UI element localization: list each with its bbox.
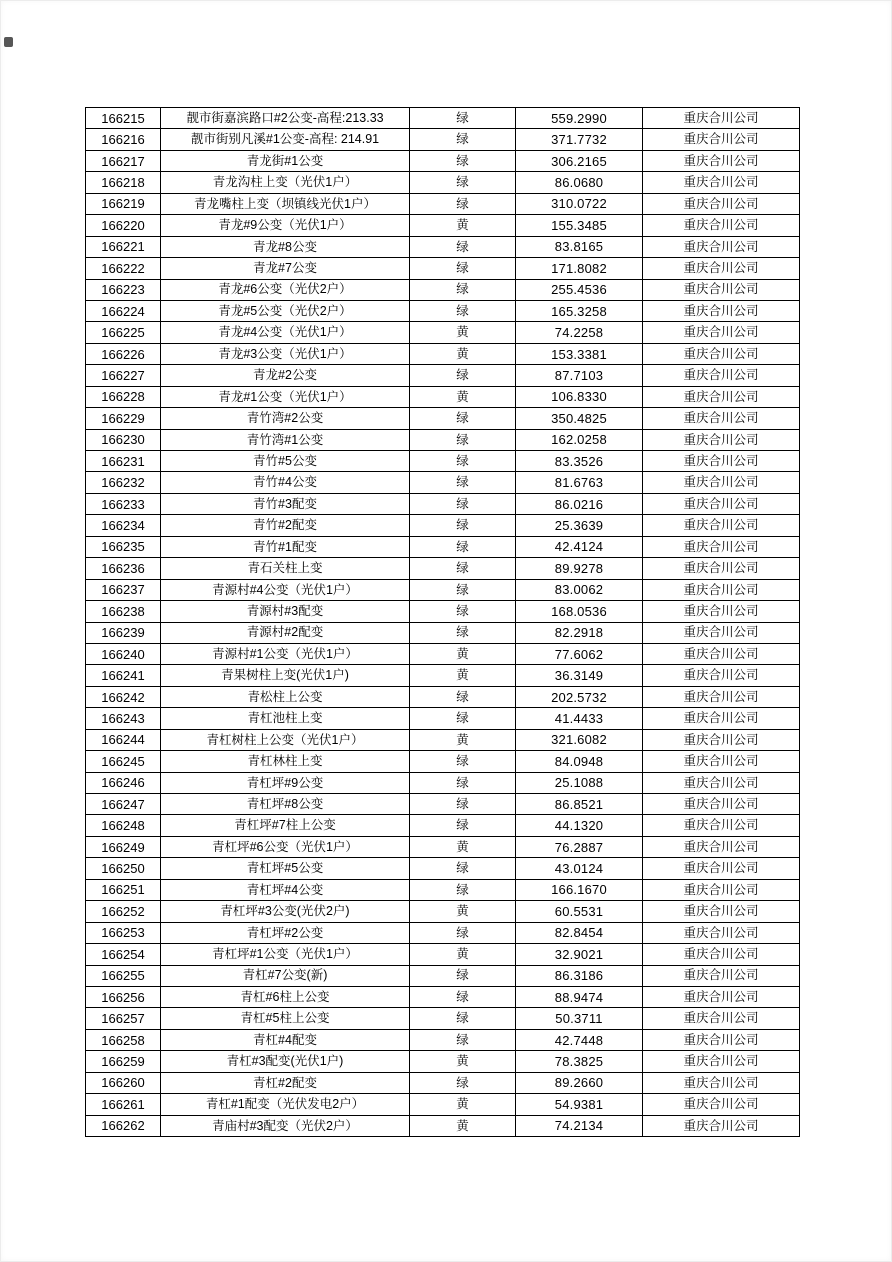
cell-company: 重庆合川公司 bbox=[643, 622, 800, 643]
cell-name: 青龙嘴柱上变（坝镇线光伏1户） bbox=[161, 193, 410, 214]
cell-status: 绿 bbox=[410, 451, 516, 472]
cell-company: 重庆合川公司 bbox=[643, 1094, 800, 1115]
cell-status: 绿 bbox=[410, 794, 516, 815]
cell-id: 166226 bbox=[86, 343, 161, 364]
cell-value: 83.0062 bbox=[516, 579, 643, 600]
cell-name: 青龙#5公变（光伏2户） bbox=[161, 300, 410, 321]
table-row bbox=[86, 451, 800, 472]
table-row bbox=[86, 300, 800, 321]
cell-id: 166220 bbox=[86, 215, 161, 236]
cell-status: 绿 bbox=[410, 408, 516, 429]
table-row bbox=[86, 408, 800, 429]
cell-name: 青竹#1配变 bbox=[161, 536, 410, 557]
table-row bbox=[86, 794, 800, 815]
table-body bbox=[86, 108, 800, 1137]
cell-status: 绿 bbox=[410, 879, 516, 900]
table-row bbox=[86, 193, 800, 214]
cell-name: 青源村#4公变（光伏1户） bbox=[161, 579, 410, 600]
cell-id: 166260 bbox=[86, 1072, 161, 1093]
cell-company: 重庆合川公司 bbox=[643, 236, 800, 257]
table-row bbox=[86, 579, 800, 600]
table-row bbox=[86, 472, 800, 493]
cell-id: 166219 bbox=[86, 193, 161, 214]
cell-status: 黄 bbox=[410, 343, 516, 364]
table-row bbox=[86, 1072, 800, 1093]
cell-company: 重庆合川公司 bbox=[643, 300, 800, 321]
cell-status: 绿 bbox=[410, 365, 516, 386]
cell-name: 靓市街嘉滨路口#2公变-高程:213.33 bbox=[161, 108, 410, 129]
cell-name: 青杠坪#8公变 bbox=[161, 794, 410, 815]
cell-name: 青杠坪#2公变 bbox=[161, 922, 410, 943]
cell-id: 166250 bbox=[86, 858, 161, 879]
table-row bbox=[86, 343, 800, 364]
cell-status: 黄 bbox=[410, 729, 516, 750]
cell-company: 重庆合川公司 bbox=[643, 1115, 800, 1136]
cell-value: 83.8165 bbox=[516, 236, 643, 257]
cell-value: 86.3186 bbox=[516, 965, 643, 986]
cell-company: 重庆合川公司 bbox=[643, 729, 800, 750]
cell-id: 166236 bbox=[86, 558, 161, 579]
cell-name: 青杠树柱上公变（光伏1户） bbox=[161, 729, 410, 750]
cell-company: 重庆合川公司 bbox=[643, 686, 800, 707]
cell-company: 重庆合川公司 bbox=[643, 108, 800, 129]
cell-value: 76.2887 bbox=[516, 836, 643, 857]
cell-value: 88.9474 bbox=[516, 986, 643, 1007]
cell-id: 166239 bbox=[86, 622, 161, 643]
cell-id: 166229 bbox=[86, 408, 161, 429]
cell-company: 重庆合川公司 bbox=[643, 279, 800, 300]
cell-value: 44.1320 bbox=[516, 815, 643, 836]
cell-name: 青源村#1公变（光伏1户） bbox=[161, 643, 410, 664]
table-row bbox=[86, 1094, 800, 1115]
transformer-table bbox=[85, 107, 800, 1137]
cell-status: 绿 bbox=[410, 986, 516, 1007]
cell-name: 青龙#1公变（光伏1户） bbox=[161, 386, 410, 407]
cell-value: 25.1088 bbox=[516, 772, 643, 793]
cell-status: 绿 bbox=[410, 622, 516, 643]
cell-id: 166258 bbox=[86, 1029, 161, 1050]
cell-name: 青杠坪#4公变 bbox=[161, 879, 410, 900]
cell-status: 绿 bbox=[410, 922, 516, 943]
cell-name: 青竹#2配变 bbox=[161, 515, 410, 536]
cell-name: 青龙街#1公变 bbox=[161, 150, 410, 171]
table-row bbox=[86, 258, 800, 279]
table-row bbox=[86, 729, 800, 750]
cell-company: 重庆合川公司 bbox=[643, 386, 800, 407]
table-row bbox=[86, 429, 800, 450]
cell-value: 89.2660 bbox=[516, 1072, 643, 1093]
table-row bbox=[86, 643, 800, 664]
cell-name: 青竹#3配变 bbox=[161, 493, 410, 514]
cell-status: 黄 bbox=[410, 215, 516, 236]
cell-company: 重庆合川公司 bbox=[643, 1072, 800, 1093]
cell-id: 166217 bbox=[86, 150, 161, 171]
table-row bbox=[86, 1008, 800, 1029]
cell-status: 绿 bbox=[410, 429, 516, 450]
cell-company: 重庆合川公司 bbox=[643, 150, 800, 171]
cell-company: 重庆合川公司 bbox=[643, 258, 800, 279]
cell-id: 166246 bbox=[86, 772, 161, 793]
cell-value: 84.0948 bbox=[516, 751, 643, 772]
cell-status: 绿 bbox=[410, 129, 516, 150]
cell-status: 绿 bbox=[410, 279, 516, 300]
cell-name: 青龙#4公变（光伏1户） bbox=[161, 322, 410, 343]
cell-id: 166251 bbox=[86, 879, 161, 900]
table-row bbox=[86, 536, 800, 557]
cell-name: 青源村#2配变 bbox=[161, 622, 410, 643]
cell-id: 166249 bbox=[86, 836, 161, 857]
cell-id: 166227 bbox=[86, 365, 161, 386]
cell-value: 82.2918 bbox=[516, 622, 643, 643]
table-row bbox=[86, 236, 800, 257]
table-row bbox=[86, 665, 800, 686]
cell-company: 重庆合川公司 bbox=[643, 815, 800, 836]
cell-value: 202.5732 bbox=[516, 686, 643, 707]
cell-id: 166248 bbox=[86, 815, 161, 836]
cell-status: 黄 bbox=[410, 1051, 516, 1072]
cell-status: 绿 bbox=[410, 1008, 516, 1029]
cell-name: 青杠池柱上变 bbox=[161, 708, 410, 729]
table-row bbox=[86, 108, 800, 129]
cell-id: 166228 bbox=[86, 386, 161, 407]
cell-id: 166230 bbox=[86, 429, 161, 450]
cell-value: 106.8330 bbox=[516, 386, 643, 407]
cell-name: 青杠林柱上变 bbox=[161, 751, 410, 772]
cell-value: 81.6763 bbox=[516, 472, 643, 493]
cell-company: 重庆合川公司 bbox=[643, 451, 800, 472]
cell-id: 166225 bbox=[86, 322, 161, 343]
cell-company: 重庆合川公司 bbox=[643, 836, 800, 857]
cell-status: 黄 bbox=[410, 643, 516, 664]
cell-name: 青龙#9公变（光伏1户） bbox=[161, 215, 410, 236]
cell-status: 绿 bbox=[410, 150, 516, 171]
cell-company: 重庆合川公司 bbox=[643, 472, 800, 493]
cell-name: 青杠#5柱上公变 bbox=[161, 1008, 410, 1029]
cell-status: 黄 bbox=[410, 386, 516, 407]
cell-value: 74.2134 bbox=[516, 1115, 643, 1136]
cell-company: 重庆合川公司 bbox=[643, 129, 800, 150]
cell-status: 绿 bbox=[410, 236, 516, 257]
cell-value: 310.0722 bbox=[516, 193, 643, 214]
table-row bbox=[86, 686, 800, 707]
cell-company: 重庆合川公司 bbox=[643, 515, 800, 536]
cell-value: 559.2990 bbox=[516, 108, 643, 129]
table-row bbox=[86, 708, 800, 729]
table-row bbox=[86, 772, 800, 793]
cell-company: 重庆合川公司 bbox=[643, 1051, 800, 1072]
cell-name: 青竹湾#1公变 bbox=[161, 429, 410, 450]
cell-status: 绿 bbox=[410, 108, 516, 129]
cell-value: 306.2165 bbox=[516, 150, 643, 171]
cell-id: 166222 bbox=[86, 258, 161, 279]
cell-id: 166241 bbox=[86, 665, 161, 686]
cell-company: 重庆合川公司 bbox=[643, 429, 800, 450]
table-row bbox=[86, 601, 800, 622]
cell-company: 重庆合川公司 bbox=[643, 493, 800, 514]
cell-id: 166221 bbox=[86, 236, 161, 257]
cell-company: 重庆合川公司 bbox=[643, 772, 800, 793]
cell-value: 43.0124 bbox=[516, 858, 643, 879]
cell-name: 青杠坪#5公变 bbox=[161, 858, 410, 879]
cell-status: 黄 bbox=[410, 1094, 516, 1115]
cell-value: 350.4825 bbox=[516, 408, 643, 429]
cell-id: 166238 bbox=[86, 601, 161, 622]
cell-company: 重庆合川公司 bbox=[643, 643, 800, 664]
cell-name: 青松柱上公变 bbox=[161, 686, 410, 707]
table-row bbox=[86, 986, 800, 1007]
cell-id: 166257 bbox=[86, 1008, 161, 1029]
cell-id: 166223 bbox=[86, 279, 161, 300]
cell-company: 重庆合川公司 bbox=[643, 794, 800, 815]
cell-company: 重庆合川公司 bbox=[643, 601, 800, 622]
cell-value: 50.3711 bbox=[516, 1008, 643, 1029]
cell-id: 166218 bbox=[86, 172, 161, 193]
table-row bbox=[86, 515, 800, 536]
cell-id: 166253 bbox=[86, 922, 161, 943]
cell-value: 171.8082 bbox=[516, 258, 643, 279]
cell-value: 25.3639 bbox=[516, 515, 643, 536]
cell-name: 靓市街别凡溪#1公变-高程: 214.91 bbox=[161, 129, 410, 150]
cell-value: 83.3526 bbox=[516, 451, 643, 472]
table-row bbox=[86, 1029, 800, 1050]
cell-id: 166244 bbox=[86, 729, 161, 750]
cell-company: 重庆合川公司 bbox=[643, 879, 800, 900]
cell-name: 青杠#2配变 bbox=[161, 1072, 410, 1093]
cell-name: 青庙村#3配变（光伏2户） bbox=[161, 1115, 410, 1136]
cell-status: 绿 bbox=[410, 536, 516, 557]
cell-name: 青杠#1配变（光伏发电2户） bbox=[161, 1094, 410, 1115]
cell-status: 绿 bbox=[410, 472, 516, 493]
cell-company: 重庆合川公司 bbox=[643, 343, 800, 364]
cell-id: 166235 bbox=[86, 536, 161, 557]
table-row bbox=[86, 944, 800, 965]
cell-value: 32.9021 bbox=[516, 944, 643, 965]
cell-company: 重庆合川公司 bbox=[643, 1008, 800, 1029]
cell-status: 绿 bbox=[410, 172, 516, 193]
table-row bbox=[86, 1115, 800, 1136]
cell-name: 青杠坪#9公变 bbox=[161, 772, 410, 793]
cell-value: 86.0216 bbox=[516, 493, 643, 514]
cell-value: 155.3485 bbox=[516, 215, 643, 236]
cell-id: 166242 bbox=[86, 686, 161, 707]
cell-id: 166234 bbox=[86, 515, 161, 536]
table-row bbox=[86, 622, 800, 643]
cell-status: 绿 bbox=[410, 751, 516, 772]
table-row bbox=[86, 215, 800, 236]
cell-value: 168.0536 bbox=[516, 601, 643, 622]
table-row bbox=[86, 815, 800, 836]
cell-status: 黄 bbox=[410, 665, 516, 686]
table-row bbox=[86, 1051, 800, 1072]
table-row bbox=[86, 279, 800, 300]
table-row bbox=[86, 965, 800, 986]
cell-id: 166237 bbox=[86, 579, 161, 600]
table-row bbox=[86, 836, 800, 857]
table-row bbox=[86, 922, 800, 943]
cell-status: 绿 bbox=[410, 686, 516, 707]
cell-value: 60.5531 bbox=[516, 901, 643, 922]
cell-value: 42.4124 bbox=[516, 536, 643, 557]
cell-status: 黄 bbox=[410, 836, 516, 857]
cell-value: 89.9278 bbox=[516, 558, 643, 579]
cell-id: 166261 bbox=[86, 1094, 161, 1115]
cell-status: 绿 bbox=[410, 579, 516, 600]
cell-id: 166233 bbox=[86, 493, 161, 514]
cell-id: 166254 bbox=[86, 944, 161, 965]
cell-company: 重庆合川公司 bbox=[643, 708, 800, 729]
cell-name: 青龙#8公变 bbox=[161, 236, 410, 257]
cell-value: 77.6062 bbox=[516, 643, 643, 664]
cell-company: 重庆合川公司 bbox=[643, 322, 800, 343]
table-row bbox=[86, 172, 800, 193]
cell-id: 166243 bbox=[86, 708, 161, 729]
cell-id: 166259 bbox=[86, 1051, 161, 1072]
cell-value: 153.3381 bbox=[516, 343, 643, 364]
cell-company: 重庆合川公司 bbox=[643, 408, 800, 429]
cell-name: 青竹#5公变 bbox=[161, 451, 410, 472]
cell-name: 青龙#6公变（光伏2户） bbox=[161, 279, 410, 300]
cell-value: 255.4536 bbox=[516, 279, 643, 300]
cell-id: 166247 bbox=[86, 794, 161, 815]
cell-company: 重庆合川公司 bbox=[643, 1029, 800, 1050]
cell-status: 绿 bbox=[410, 493, 516, 514]
table-row bbox=[86, 322, 800, 343]
cell-value: 321.6082 bbox=[516, 729, 643, 750]
cell-value: 86.0680 bbox=[516, 172, 643, 193]
cell-company: 重庆合川公司 bbox=[643, 579, 800, 600]
cell-id: 166232 bbox=[86, 472, 161, 493]
cell-value: 36.3149 bbox=[516, 665, 643, 686]
cell-company: 重庆合川公司 bbox=[643, 986, 800, 1007]
table-row bbox=[86, 879, 800, 900]
cell-name: 青杠#4配变 bbox=[161, 1029, 410, 1050]
cell-value: 41.4433 bbox=[516, 708, 643, 729]
cell-company: 重庆合川公司 bbox=[643, 665, 800, 686]
cell-status: 绿 bbox=[410, 965, 516, 986]
cell-status: 绿 bbox=[410, 708, 516, 729]
cell-name: 青杠#6柱上公变 bbox=[161, 986, 410, 1007]
cell-status: 绿 bbox=[410, 193, 516, 214]
cell-id: 166255 bbox=[86, 965, 161, 986]
cell-name: 青杠#3配变(光伏1户) bbox=[161, 1051, 410, 1072]
cell-value: 82.8454 bbox=[516, 922, 643, 943]
cell-id: 166256 bbox=[86, 986, 161, 1007]
cell-name: 青龙沟柱上变（光伏1户） bbox=[161, 172, 410, 193]
cell-company: 重庆合川公司 bbox=[643, 215, 800, 236]
cell-name: 青竹#4公变 bbox=[161, 472, 410, 493]
cell-status: 黄 bbox=[410, 322, 516, 343]
cell-value: 74.2258 bbox=[516, 322, 643, 343]
cell-value: 87.7103 bbox=[516, 365, 643, 386]
cell-company: 重庆合川公司 bbox=[643, 944, 800, 965]
cell-id: 166224 bbox=[86, 300, 161, 321]
cell-company: 重庆合川公司 bbox=[643, 901, 800, 922]
table-row bbox=[86, 386, 800, 407]
table-row bbox=[86, 558, 800, 579]
cell-name: 青龙#7公变 bbox=[161, 258, 410, 279]
cell-name: 青杠坪#1公变（光伏1户） bbox=[161, 944, 410, 965]
cell-status: 绿 bbox=[410, 1029, 516, 1050]
cell-status: 绿 bbox=[410, 815, 516, 836]
cell-id: 166240 bbox=[86, 643, 161, 664]
cell-status: 绿 bbox=[410, 258, 516, 279]
cell-company: 重庆合川公司 bbox=[643, 558, 800, 579]
table-row bbox=[86, 858, 800, 879]
page-corner-artifact bbox=[4, 37, 13, 47]
cell-value: 78.3825 bbox=[516, 1051, 643, 1072]
cell-value: 54.9381 bbox=[516, 1094, 643, 1115]
cell-name: 青杠#7公变(新) bbox=[161, 965, 410, 986]
cell-company: 重庆合川公司 bbox=[643, 172, 800, 193]
cell-id: 166231 bbox=[86, 451, 161, 472]
cell-name: 青杠坪#7柱上公变 bbox=[161, 815, 410, 836]
cell-name: 青龙#2公变 bbox=[161, 365, 410, 386]
cell-value: 42.7448 bbox=[516, 1029, 643, 1050]
cell-status: 绿 bbox=[410, 515, 516, 536]
table-row bbox=[86, 751, 800, 772]
cell-status: 绿 bbox=[410, 772, 516, 793]
table-row bbox=[86, 901, 800, 922]
cell-name: 青杠坪#6公变（光伏1户） bbox=[161, 836, 410, 857]
cell-value: 162.0258 bbox=[516, 429, 643, 450]
cell-id: 166216 bbox=[86, 129, 161, 150]
cell-value: 86.8521 bbox=[516, 794, 643, 815]
cell-status: 黄 bbox=[410, 1115, 516, 1136]
cell-id: 166215 bbox=[86, 108, 161, 129]
cell-status: 黄 bbox=[410, 944, 516, 965]
table-row bbox=[86, 493, 800, 514]
cell-status: 黄 bbox=[410, 901, 516, 922]
cell-value: 166.1670 bbox=[516, 879, 643, 900]
cell-value: 165.3258 bbox=[516, 300, 643, 321]
cell-name: 青龙#3公变（光伏1户） bbox=[161, 343, 410, 364]
cell-id: 166245 bbox=[86, 751, 161, 772]
cell-name: 青果树柱上变(光伏1户) bbox=[161, 665, 410, 686]
table-row bbox=[86, 129, 800, 150]
cell-company: 重庆合川公司 bbox=[643, 922, 800, 943]
table-row bbox=[86, 150, 800, 171]
cell-name: 青石关柱上变 bbox=[161, 558, 410, 579]
cell-id: 166252 bbox=[86, 901, 161, 922]
cell-id: 166262 bbox=[86, 1115, 161, 1136]
cell-status: 绿 bbox=[410, 601, 516, 622]
cell-name: 青杠坪#3公变(光伏2户) bbox=[161, 901, 410, 922]
cell-status: 绿 bbox=[410, 300, 516, 321]
cell-company: 重庆合川公司 bbox=[643, 365, 800, 386]
cell-company: 重庆合川公司 bbox=[643, 751, 800, 772]
cell-company: 重庆合川公司 bbox=[643, 193, 800, 214]
cell-name: 青源村#3配变 bbox=[161, 601, 410, 622]
cell-name: 青竹湾#2公变 bbox=[161, 408, 410, 429]
cell-status: 绿 bbox=[410, 1072, 516, 1093]
cell-company: 重庆合川公司 bbox=[643, 858, 800, 879]
cell-status: 绿 bbox=[410, 858, 516, 879]
cell-value: 371.7732 bbox=[516, 129, 643, 150]
cell-company: 重庆合川公司 bbox=[643, 536, 800, 557]
table-row bbox=[86, 365, 800, 386]
cell-status: 绿 bbox=[410, 558, 516, 579]
cell-company: 重庆合川公司 bbox=[643, 965, 800, 986]
